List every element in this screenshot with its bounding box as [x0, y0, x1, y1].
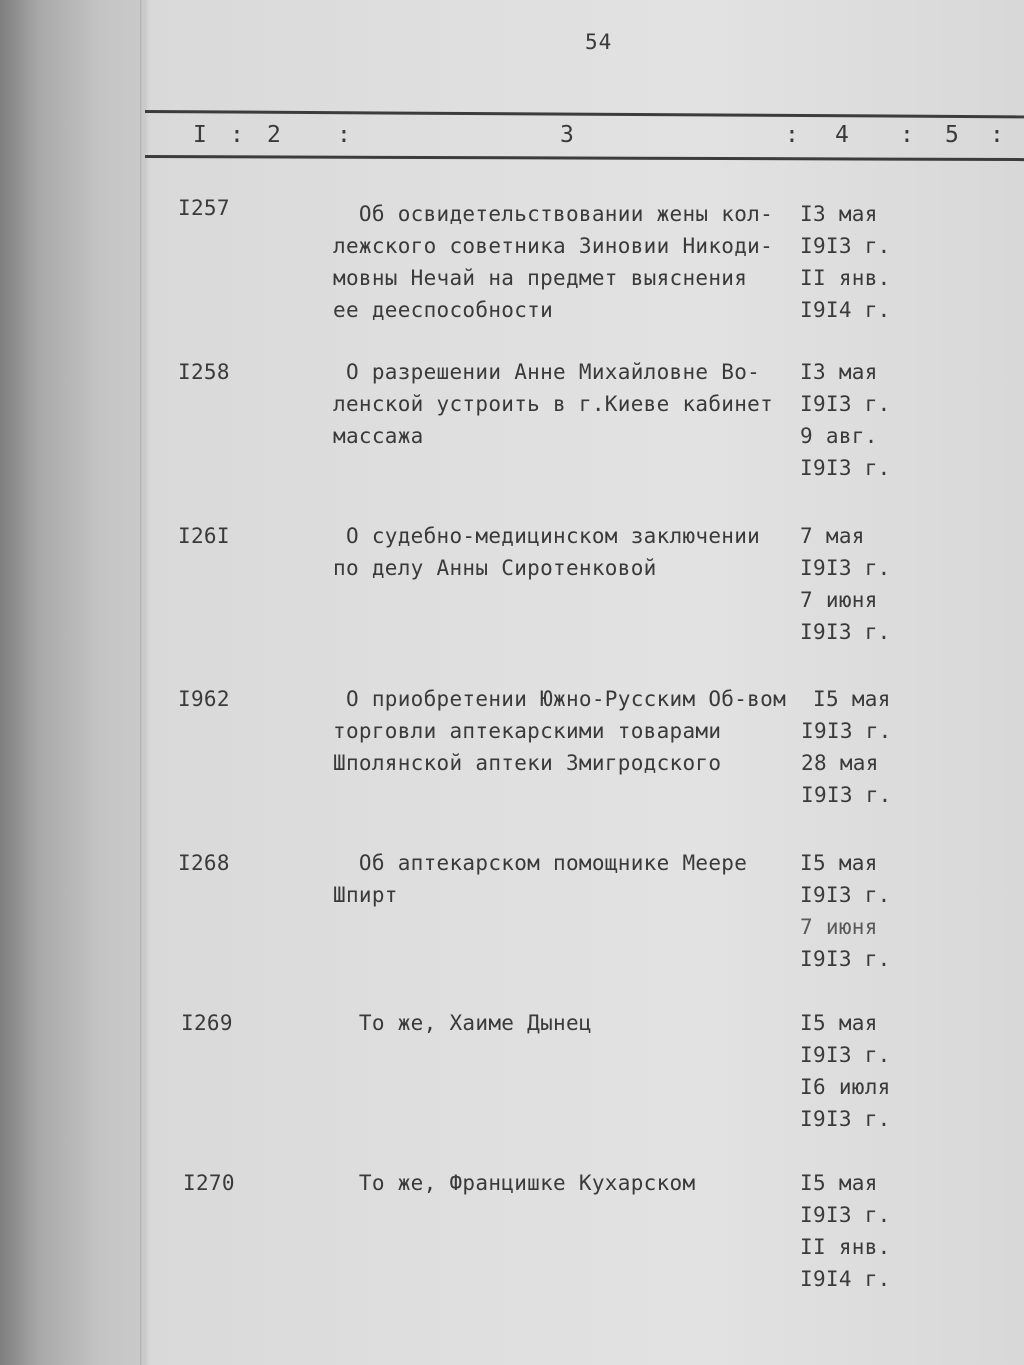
date-line: 9 авг. [800, 424, 878, 448]
page-number: 54 [585, 30, 613, 54]
date-line: I3 мая [800, 202, 878, 226]
entry-dates [800, 520, 930, 648]
entry-number: I268 [178, 851, 230, 875]
description-line: То же, Хаиме Дынец [333, 1011, 592, 1035]
description-line: торговли аптекарскими товарами [333, 719, 722, 743]
column-header: 5 [945, 122, 959, 148]
column-separator: : [900, 122, 914, 148]
date-line: I5 мая [800, 1171, 878, 1195]
date-line: I9I3 г. [800, 456, 891, 480]
column-separator: : [785, 122, 799, 148]
description-line: Шполянской аптеки Змигродского [333, 751, 722, 775]
date-line: I9I3 г. [800, 883, 891, 907]
entry-number: I270 [183, 1171, 235, 1195]
column-header: 3 [560, 122, 574, 148]
column-headers [145, 122, 1024, 152]
date-line: I9I4 г. [800, 298, 891, 322]
entry-dates [800, 198, 930, 326]
description-line: О судебно-медицинском заключении [333, 524, 761, 548]
entry-number: I962 [178, 687, 230, 711]
date-line: I9I3 г. [800, 1203, 891, 1227]
entry-number: I258 [178, 360, 230, 384]
column-separator: : [990, 122, 1004, 148]
header-rule-top [145, 110, 1024, 118]
entry-number: I257 [178, 196, 230, 220]
date-line: I9I3 г. [800, 1107, 891, 1131]
date-line: I9I3 г. [801, 783, 892, 807]
date-line: I3 мая [800, 360, 878, 384]
date-line: I9I3 г. [800, 1043, 891, 1067]
date-line: I9I3 г. [800, 947, 891, 971]
description-line: мовны Нечай на предмет выяснения [333, 266, 748, 290]
date-line: II янв. [800, 1235, 891, 1259]
column-separator: : [230, 122, 244, 148]
column-separator: : [337, 122, 351, 148]
description-line: по делу Анны Сиротенковой [333, 556, 657, 580]
date-line: I9I3 г. [800, 234, 891, 258]
date-line: I5 мая [800, 1011, 878, 1035]
date-line: 7 июня [800, 588, 878, 612]
entry-description [333, 198, 803, 326]
column-header: 2 [267, 122, 281, 148]
facing-page-edge [0, 0, 145, 1365]
entry-description [333, 683, 803, 779]
description-line: То же, Францишке Кухарском [333, 1171, 696, 1195]
entry-dates [800, 356, 930, 484]
date-line: 7 мая [800, 524, 865, 548]
book-gutter [140, 0, 143, 1365]
description-line: ее дееспособности [333, 298, 554, 322]
date-line: I6 июля [800, 1075, 891, 1099]
date-line: I9I3 г. [801, 719, 892, 743]
page [145, 0, 1024, 1365]
entry-description [333, 1167, 803, 1199]
entry-description [333, 356, 803, 452]
entry-description [333, 1007, 803, 1039]
date-line: I5 мая [813, 687, 891, 711]
entry-number: I26I [178, 524, 230, 548]
date-line: I9I3 г. [800, 620, 891, 644]
description-line: Об освидетельствовании жены кол- [333, 202, 774, 226]
description-line: лежского советника Зиновии Никоди- [333, 234, 774, 258]
entry-number: I269 [181, 1011, 233, 1035]
description-line: О разрешении Анне Михайловне Во- [333, 360, 761, 384]
column-header: I [193, 122, 207, 148]
entry-dates [800, 847, 930, 975]
date-line: II янв. [800, 266, 891, 290]
date-line: I9I4 г. [800, 1267, 891, 1291]
column-header: 4 [835, 122, 849, 148]
description-line: ленской устроить в г.Киеве кабинет [333, 392, 774, 416]
entry-description [333, 520, 803, 584]
date-line: I9I3 г. [800, 556, 891, 580]
entry-dates [800, 1167, 930, 1295]
description-line: массажа [333, 424, 424, 448]
header-rule-bottom [145, 155, 1024, 161]
entry-dates [800, 1007, 930, 1135]
date-line: I9I3 г. [800, 392, 891, 416]
entry-dates [801, 683, 943, 811]
date-line: 28 мая [801, 751, 879, 775]
date-line: I5 мая [800, 851, 878, 875]
description-line: О приобретении Южно-Русским Об-вом [333, 687, 787, 711]
entry-description [333, 847, 803, 911]
date-line: 7 июня [800, 915, 878, 939]
description-line: Об аптекарском помощнике Меере [333, 851, 748, 875]
description-line: Шпирт [333, 883, 398, 907]
